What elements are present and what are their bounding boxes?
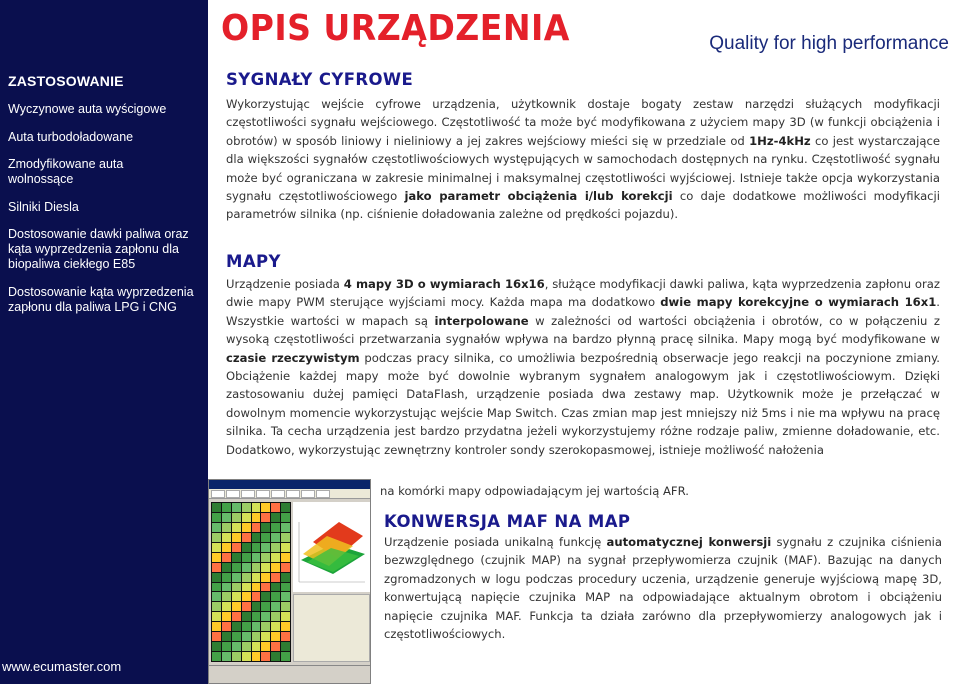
website-link[interactable]: www.ecumaster.com — [2, 659, 122, 674]
map-cell — [281, 513, 290, 522]
map-cell — [232, 573, 241, 582]
map-cell — [281, 583, 290, 592]
maps-text-2: , służące modyfikacji dawki paliwa, kąta wyprzedzenia zapłonu oraz dwie mapy PWM sterujące wyjściami mocy. Każda mapa ma dodatkowo — [226, 277, 940, 310]
map-cell — [252, 563, 261, 572]
map-cell — [252, 602, 261, 611]
maps-bold-2: dwie mapy korekcyjne o wymiarach 16x1 — [660, 295, 937, 310]
map-cell — [232, 553, 241, 562]
map-cell — [252, 553, 261, 562]
map-cell — [222, 602, 231, 611]
map-cell — [212, 523, 221, 532]
map-cell — [242, 583, 251, 592]
section-title-maps: MAPY — [226, 252, 281, 271]
digital-text-3: co daje dodatkowe możliwości modyfikacji parametrów silnika (np. ciśnienie doładowania zależne od prędkości pojazdu). — [226, 189, 941, 222]
screenshot-statusbar — [209, 665, 370, 683]
map-cell — [271, 592, 280, 601]
map-cell — [232, 563, 241, 572]
map-cell — [281, 602, 290, 611]
map-cell — [252, 543, 261, 552]
screenshot-map-table — [211, 502, 291, 662]
map-cell — [242, 543, 251, 552]
map-cell — [252, 632, 261, 641]
map-cell — [232, 622, 241, 631]
maf-bold-1: automatycznej konwersji — [606, 535, 772, 549]
maps-paragraph — [226, 275, 940, 459]
map-cell — [261, 553, 270, 562]
map-cell — [281, 563, 290, 572]
map-cell — [271, 652, 280, 661]
digital-text-1: Wykorzystując wejście cyfrowe urządzenia, użytkownik dostaje bogaty zestaw narzędzi służących modyfikacji częstotliwości sygnału wejściowego. Częstotliwość ta może być modyfikowana z użyciem mapy 3D (w funkcji obciążenia i obrotów) w sposób liniowy i nieliniowy a jej zakres wejściowy mieści się w przedziale od — [226, 97, 940, 148]
map-cell — [222, 573, 231, 582]
map-cell — [242, 573, 251, 582]
map-cell — [261, 622, 270, 631]
map-cell — [252, 652, 261, 661]
digital-text-2: co jest wystarczające dla większości sygnałów częstotliwościowych występujących w samochodach dostępnych na rynku. Częstotliwość sygnału może być ograniczana w zakresie minimalnej i maksymalnej częstotliwości wyjściowej. Istnieje także opcja wykorzystania sygnału częstotliwościowego — [226, 133, 940, 204]
digital-bold-1: 1Hz-4kHz — [749, 133, 811, 148]
maps-text-5: podczas pracy silnika, co umożliwia bezpośrednią obserwacje jego reakcji na poczynione zmiany. Obciążenie każdej mapy może być dowolnie wybranym sygnałem analogowym jak i częstotliwościowym. Dzięki zastosowaniu dużej pamięci DataFlash, urządzenie posiada dwa zestawy map. Użytkownik może je przełączać w dowolnym momencie wykorzystując wejście Map Switch. Czas zmian map jest mniejszy niż 5ms i nie ma wpływu na pracę silnika. Ta cecha urządzenia jest bardzo przydatna jeżeli wykorzystujemy różne rodzaje paliw, zmienne doładowanie, etc. Dodatkowo, wykorzystując zewnętrzny kontroler sondy szerokopasmowej, istnieje możliwość nałożenia — [226, 350, 940, 457]
map-cell — [212, 573, 221, 582]
map-cell — [281, 553, 290, 562]
map-cell — [271, 642, 280, 651]
map-cell — [242, 503, 251, 512]
map-cell — [242, 592, 251, 601]
digital-bold-2: jako parametr obciążenia i/lub korekcji — [404, 189, 673, 204]
map-cell — [232, 533, 241, 542]
screenshot-3d-plot — [293, 502, 370, 592]
map-cell — [281, 642, 290, 651]
map-cell — [222, 612, 231, 621]
map-cell — [242, 652, 251, 661]
map-cell — [271, 513, 280, 522]
map-cell — [261, 602, 270, 611]
map-cell — [271, 503, 280, 512]
map-cell — [232, 602, 241, 611]
section-title-maf: KONWERSJA MAF NA MAP — [384, 512, 631, 531]
map-cell — [212, 533, 221, 542]
map-cell — [232, 503, 241, 512]
map-cell — [232, 543, 241, 552]
map-cell — [212, 513, 221, 522]
map-cell — [222, 622, 231, 631]
map-cell — [212, 592, 221, 601]
sidebar-item-diesel[interactable]: Silniki Diesla — [8, 200, 79, 214]
map-cell — [261, 503, 270, 512]
map-cell — [242, 523, 251, 532]
page-title: OPIS URZĄDZENIA — [221, 8, 570, 49]
map-cell — [281, 543, 290, 552]
map-cell — [212, 622, 221, 631]
map-cell — [222, 652, 231, 661]
map-cell — [271, 563, 280, 572]
map-cell — [261, 513, 270, 522]
map-cell — [252, 503, 261, 512]
map-cell — [232, 632, 241, 641]
map-cell — [242, 602, 251, 611]
map-cell — [281, 632, 290, 641]
map-cell — [222, 553, 231, 562]
maps-text-4: w zależności od wartości obciążenia i obrotów, co w połączeniu z wysoką częstotliwości przetwarzania sygnałów wpływa na bardzo płynną pracę silnika. Mapy mogą być modyfikowane w — [226, 313, 940, 347]
map-cell — [222, 642, 231, 651]
map-cell — [281, 533, 290, 542]
sidebar-item-turbo-cars[interactable]: Auta turbodoładowane — [8, 130, 134, 144]
map-cell — [232, 612, 241, 621]
map-cell — [222, 583, 231, 592]
map-cell — [242, 632, 251, 641]
map-cell — [271, 533, 280, 542]
map-cell — [212, 642, 221, 651]
map-cell — [222, 632, 231, 641]
map-cell — [242, 513, 251, 522]
map-cell — [212, 583, 221, 592]
map-cell — [222, 533, 231, 542]
map-cell — [252, 592, 261, 601]
maps-text-3: . Wszystkie wartości w mapach są — [226, 295, 940, 328]
digital-paragraph — [226, 95, 940, 224]
map-cell — [261, 563, 270, 572]
screenshot-titlebar — [209, 480, 370, 489]
map-cell — [261, 523, 270, 532]
map-cell — [252, 642, 261, 651]
section-title-digital: SYGNAŁY CYFROWE — [226, 70, 414, 89]
map-cell — [281, 503, 290, 512]
map-cell — [232, 592, 241, 601]
sidebar-item-na-cars[interactable]: Zmodyfikowane auta wolnossące — [8, 157, 124, 186]
sidebar — [0, 0, 208, 684]
map-cell — [281, 622, 290, 631]
map-cell — [252, 523, 261, 532]
map-cell — [281, 592, 290, 601]
map-cell — [222, 503, 231, 512]
map-cell — [261, 583, 270, 592]
map-cell — [212, 563, 221, 572]
sidebar-item-lpg-cng[interactable]: Dostosowanie kąta wyprzedzenia zapłonu dla paliwa LPG i CNG — [8, 285, 194, 314]
sidebar-heading: ZASTOSOWANIE — [8, 73, 124, 89]
sidebar-item-racing-cars[interactable]: Wyczynowe auta wyścigowe — [8, 102, 167, 116]
map-cell — [252, 583, 261, 592]
map-cell — [242, 642, 251, 651]
map-cell — [242, 563, 251, 572]
map-cell — [222, 592, 231, 601]
map-cell — [271, 583, 280, 592]
sidebar-item-e85[interactable]: Dostosowanie dawki paliwa oraz kąta wyprzedzenia zapłonu dla biopaliwa ciekłego E85 — [8, 227, 189, 271]
map-cell — [261, 533, 270, 542]
map-cell — [261, 612, 270, 621]
map-cell — [261, 573, 270, 582]
map-cell — [252, 513, 261, 522]
map-cell — [261, 632, 270, 641]
map-cell — [242, 612, 251, 621]
map-cell — [232, 652, 241, 661]
map-cell — [212, 553, 221, 562]
tagline: Quality for high performance — [709, 33, 949, 54]
map-cell — [212, 602, 221, 611]
map-cell — [212, 632, 221, 641]
software-screenshot — [208, 479, 371, 684]
map-cell — [242, 553, 251, 562]
map-cell — [252, 622, 261, 631]
map-cell — [232, 523, 241, 532]
maps-bold-1: 4 mapy 3D o wymiarach 16x16 — [343, 277, 545, 291]
map-cell — [252, 573, 261, 582]
map-cell — [271, 543, 280, 552]
map-cell — [261, 543, 270, 552]
maf-text-2: sygnału z czujnika ciśnienia bezwzględnego (czujnik MAP) na sygnał przepływomierza czujnik (MAF). Bazując na danych zgromadzonych w logu podczas procedury uczenia, urządzenie generuje wyjściową mapę 3D, konwertującą napięcie czujnika MAP na odpowiadające aktualnym obrotom i obciążeniu napięcie czujnika MAF. Funkcja ta działa zarówno dla przepływomierzy analogowych jak i częstotliwościowych. — [384, 535, 943, 642]
map-cell — [261, 652, 270, 661]
map-cell — [252, 612, 261, 621]
map-cell — [271, 523, 280, 532]
map-cell — [252, 533, 261, 542]
maps-bold-3: interpolowane — [434, 313, 529, 328]
map-cell — [222, 563, 231, 572]
map-cell — [271, 612, 280, 621]
maps-paragraph-end: na komórki mapy odpowiadającym jej wartością AFR. — [380, 484, 689, 498]
maf-text-1: Urządzenie posiada unikalną funkcję — [384, 535, 607, 549]
map-cell — [271, 602, 280, 611]
map-cell — [212, 543, 221, 552]
map-cell — [222, 513, 231, 522]
map-cell — [232, 583, 241, 592]
map-cell — [212, 612, 221, 621]
map-cell — [281, 652, 290, 661]
map-cell — [222, 523, 231, 532]
map-cell — [212, 652, 221, 661]
screenshot-tabs — [209, 489, 370, 499]
map-cell — [281, 573, 290, 582]
map-cell — [271, 632, 280, 641]
map-cell — [212, 503, 221, 512]
map-cell — [281, 612, 290, 621]
maps-text-1: Urządzenie posiada — [226, 277, 344, 291]
map-cell — [271, 573, 280, 582]
map-cell — [271, 553, 280, 562]
maps-bold-4: czasie rzeczywistym — [226, 350, 360, 365]
map-cell — [281, 523, 290, 532]
map-cell — [261, 592, 270, 601]
map-cell — [222, 543, 231, 552]
map-cell — [242, 533, 251, 542]
map-cell — [271, 622, 280, 631]
map-cell — [232, 642, 241, 651]
map-cell — [242, 622, 251, 631]
map-cell — [232, 513, 241, 522]
map-cell — [261, 642, 270, 651]
maf-paragraph — [384, 533, 942, 643]
screenshot-settings-panel — [293, 594, 370, 662]
